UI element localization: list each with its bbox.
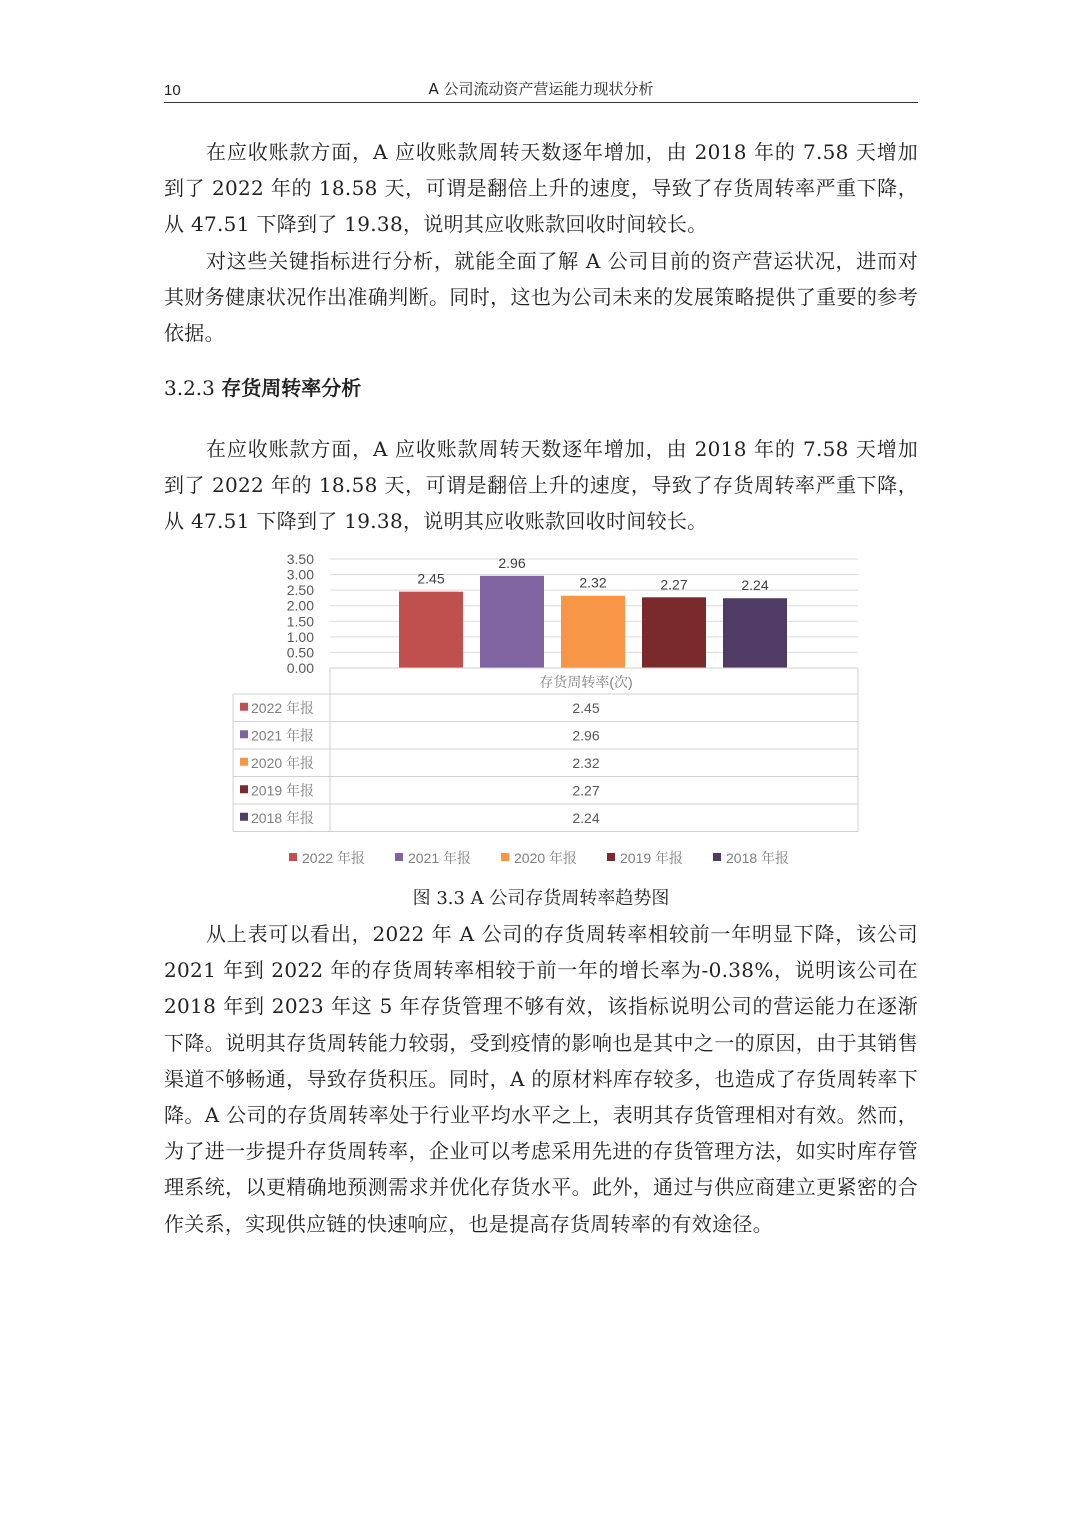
bar-2018-年报 — [723, 598, 787, 668]
page-number: 10 — [164, 82, 181, 99]
table-legend-key — [240, 813, 248, 821]
legend-key — [501, 853, 509, 861]
bar-value-label: 2.27 — [660, 576, 688, 593]
table-legend-key — [240, 703, 248, 711]
legend-key — [713, 853, 721, 861]
paragraph-3: 在应收账款方面，A 应收账款周转天数逐年增加，由 2018 年的 7.58 天增加到了 2022 年的 18.58 天，可谓是翻倍上升的速度，导致了存货周转率严重下降，从 47.51 下降到了 19.38，说明其应收账款回收时间较长。 — [164, 437, 918, 534]
y-tick-label: 1.50 — [286, 613, 314, 630]
y-tick-label: 1.00 — [286, 628, 314, 645]
y-tick-label: 0.50 — [286, 644, 314, 661]
bar-value-label: 2.24 — [741, 577, 769, 594]
y-tick-label: 3.50 — [286, 551, 314, 567]
table-legend-key — [240, 730, 248, 738]
bar-value-label: 2.32 — [579, 574, 607, 591]
section-heading — [164, 372, 361, 401]
figure-caption: 图 3.3 A 公司存货周转率趋势图 — [412, 888, 670, 909]
bar-2022-年报 — [399, 592, 463, 668]
bar-2021-年报 — [480, 576, 544, 668]
legend-label: 2018 年报 — [726, 850, 790, 866]
legend-key — [395, 853, 403, 861]
legend-key — [607, 853, 615, 861]
bar-2019-年报 — [642, 597, 706, 668]
legend-label: 2022 年报 — [302, 850, 366, 866]
table-cell-value: 2.45 — [572, 699, 600, 716]
inventory-turnover-chart — [225, 545, 865, 875]
legend-label: 2019 年报 — [620, 850, 684, 866]
table-cell-value: 2.24 — [572, 809, 600, 826]
y-tick-label: 2.50 — [286, 582, 314, 599]
section-number: 3.2.3 — [164, 376, 215, 400]
legend-key — [289, 853, 297, 861]
table-legend-key — [240, 758, 248, 766]
page-header — [164, 78, 918, 103]
table-cell-value: 2.96 — [572, 727, 600, 744]
table-row-label: 2020 年报 — [251, 754, 315, 771]
table-cell-value: 2.32 — [572, 754, 600, 771]
paragraph-2: 对这些关键指标进行分析，就能全面了解 A 公司目前的资产营运状况，进而对其财务健康状况作出准确判断。同时，这也为公司未来的发展策略提供了重要的参考依据。 — [164, 249, 918, 346]
paragraph-1: 在应收账款方面，A 应收账款周转天数逐年增加，由 2018 年的 7.58 天增加到了 2022 年的 18.58 天，可谓是翻倍上升的速度，导致了存货周转率严重下降，从 47.51 下降到了 19.38，说明其应收账款回收时间较长。 — [164, 140, 918, 237]
bar-value-label: 2.45 — [417, 570, 445, 587]
section-title: 存货周转率分析 — [221, 376, 362, 400]
paragraph-4: 从上表可以看出，2022 年 A 公司的存货周转率相较前一年明显下降，该公司 2021 年到 2022 年的存货周转率相较于前一年的增长率为-0.38%，说明该公司在 2018 年到 2023 年这 5 年存货管理不够有效，该指标说明公司的营运能力在逐渐下降。说明其存货周转能力较弱，受到疫情的影响也是其中之一的原因，由于其销售渠道不够畅通，导致存货积压。同时，A 的原材料库存较多，也造成了存货周转率下降。A 公司的存货周转率处于行业平均水平之上，表明其存货管理相对有效。然而，为了进一步提升存货周转率，企业可以考虑采用先进的存货管理方法，如实时库存管理系统，以更精确地预测需求并优化存货水平。此外，通过与供应商建立更紧密的合作关系，实现供应链的快速响应，也是提高存货周转率的有效途径。 — [164, 922, 918, 1236]
table-row-label: 2022 年报 — [251, 699, 315, 716]
y-tick-label: 3.00 — [286, 566, 314, 583]
table-cell-value: 2.27 — [572, 782, 600, 799]
table-category-header: 存货周转率(次) — [539, 674, 633, 690]
table-row-label: 2019 年报 — [251, 782, 315, 799]
y-tick-label: 2.00 — [286, 597, 314, 614]
bar-2020-年报 — [561, 596, 625, 668]
table-row-label: 2018 年报 — [251, 809, 315, 826]
bar-value-label: 2.96 — [498, 554, 526, 571]
legend-label: 2021 年报 — [408, 850, 472, 866]
table-legend-key — [240, 785, 248, 793]
table-row-label: 2021 年报 — [251, 727, 315, 744]
legend-label: 2020 年报 — [514, 850, 578, 866]
running-title: A 公司流动资产营运能力现状分析 — [428, 80, 654, 98]
y-tick-label: 0.00 — [286, 660, 314, 676]
